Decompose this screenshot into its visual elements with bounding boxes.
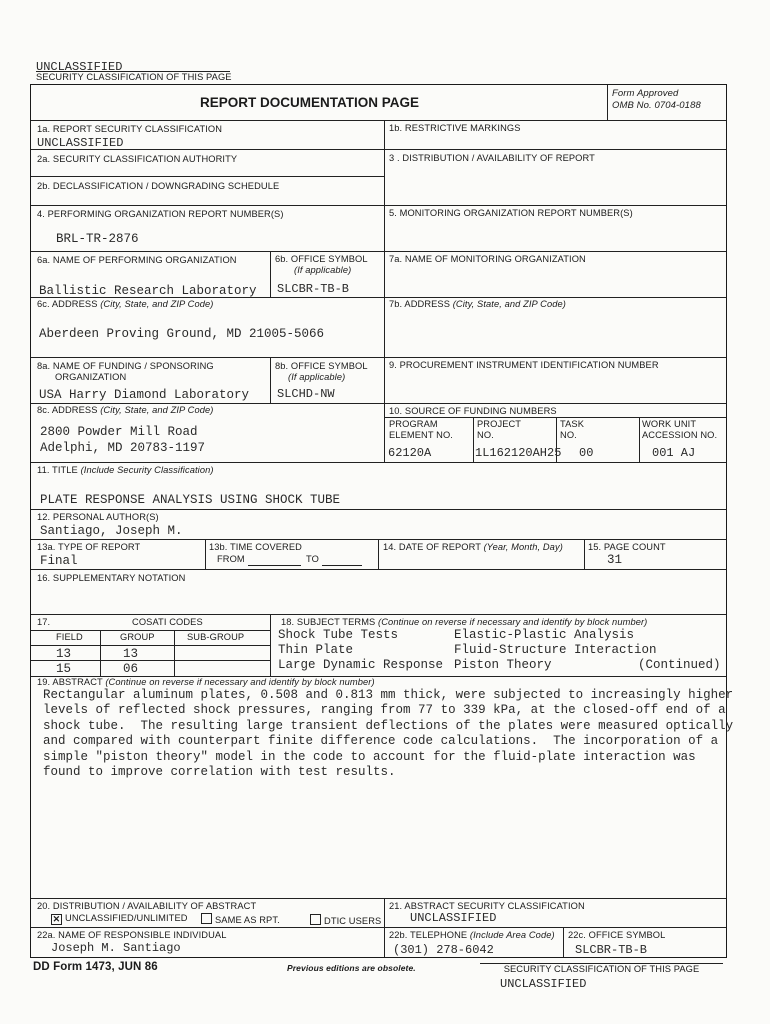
f6c-label: 6c. ADDRESS (City, State, and ZIP Code) xyxy=(37,299,214,309)
f8c-value-1: 2800 Powder Mill Road xyxy=(40,425,198,439)
f22a-label: 22a. NAME OF RESPONSIBLE INDIVIDUAL xyxy=(37,930,227,940)
f8b-value: SLCHD-NW xyxy=(277,387,335,401)
bottom-security-caption: SECURITY CLASSIFICATION OF THIS PAGE xyxy=(480,963,723,974)
subject-term-continued: (Continued) xyxy=(638,658,721,672)
f2b-label: 2b. DECLASSIFICATION / DOWNGRADING SCHEDULE xyxy=(37,181,280,191)
f6a-label: 6a. NAME OF PERFORMING ORGANIZATION xyxy=(37,255,237,265)
f20-option-unclassified[interactable]: ✕ UNCLASSIFIED/UNLIMITED xyxy=(52,913,188,924)
abstract-line: levels of reflected shock pressures, ranging from 77 to 339 kPa, at the closed-off end of a xyxy=(43,703,726,717)
abstract-line: and compared with counterpart finite difference code calculations. The incorporation of a xyxy=(43,734,719,748)
f10-project-label-2: NO. xyxy=(477,430,494,440)
cosati-field: 13 xyxy=(56,647,72,661)
f8c-value-2: Adelphi, MD 20783-1197 xyxy=(40,441,206,455)
f22a-value: Joseph M. Santiago xyxy=(51,941,181,955)
f20-option-dtic-users[interactable]: DTIC USERS xyxy=(310,914,381,926)
cosati-group: 13 xyxy=(123,647,139,661)
omb-number: OMB No. 0704-0188 xyxy=(612,100,701,111)
f7b-label: 7b. ADDRESS (City, State, and ZIP Code) xyxy=(389,299,567,309)
f17-group-header: GROUP xyxy=(120,632,155,642)
f20-label: 20. DISTRIBUTION / AVAILABILITY OF ABSTRACT xyxy=(37,901,257,911)
f12-label: 12. PERSONAL AUTHOR(S) xyxy=(37,512,159,522)
page-title: REPORT DOCUMENTATION PAGE xyxy=(200,95,419,110)
f19-label: 19. ABSTRACT (Continue on reverse if necessary and identify by block number) xyxy=(37,677,375,687)
f10-task-label-2: NO. xyxy=(560,430,577,440)
f22b-value: (301) 278-6042 xyxy=(393,943,494,957)
abstract-line: Rectangular aluminum plates, 0.508 and 0.813 mm thick, were subjected to increasingly higher xyxy=(43,688,734,702)
f12-value: Santiago, Joseph M. xyxy=(40,524,183,538)
f2a-label: 2a. SECURITY CLASSIFICATION AUTHORITY xyxy=(37,154,238,164)
f22c-label: 22c. OFFICE SYMBOL xyxy=(568,930,666,940)
f10-program-label: PROGRAM xyxy=(389,419,438,429)
obsolete-note: Previous editions are obsolete. xyxy=(287,963,416,973)
f10-project-label: PROJECT xyxy=(477,419,522,429)
f21-label: 21. ABSTRACT SECURITY CLASSIFICATION xyxy=(389,901,585,911)
subject-term: Shock Tube Tests xyxy=(278,628,399,642)
abstract-line: found to improve correlation with test results. xyxy=(43,765,396,779)
f1a-label: 1a. REPORT SECURITY CLASSIFICATION xyxy=(37,124,223,134)
f3-label: 3 . DISTRIBUTION / AVAILABILITY OF REPORT xyxy=(389,153,595,163)
bottom-classification: UNCLASSIFIED xyxy=(500,977,587,991)
top-classification: UNCLASSIFIED xyxy=(36,60,123,74)
form-approved: Form Approved xyxy=(612,88,679,99)
f22c-value: SLCBR-TB-B xyxy=(575,943,648,957)
f10-task-value: 00 xyxy=(579,446,594,460)
f10-program-value: 62120A xyxy=(388,446,432,460)
f6a-value: Ballistic Research Laboratory xyxy=(39,284,257,298)
checkbox-icon xyxy=(310,914,321,925)
f1b-label: 1b. RESTRICTIVE MARKINGS xyxy=(389,123,521,133)
f20-option-same-as-rpt[interactable]: SAME AS RPT. xyxy=(201,913,280,925)
f6b-value: SLCBR-TB-B xyxy=(277,282,350,296)
f17-subgroup-header: SUB-GROUP xyxy=(187,632,245,642)
f21-value: UNCLASSIFIED xyxy=(410,911,497,925)
f8b-label: 8b. OFFICE SYMBOL xyxy=(275,361,368,371)
subject-term: Thin Plate xyxy=(278,643,354,657)
f8a-value: USA Harry Diamond Laboratory xyxy=(39,388,250,402)
subject-term: Piston Theory xyxy=(454,658,552,672)
f11-label: 11. TITLE (Include Security Classification) xyxy=(37,465,214,475)
f10-work-label-2: ACCESSION NO. xyxy=(642,430,718,440)
f18-label: 18. SUBJECT TERMS (Continue on reverse if necessary and identify by block number) xyxy=(281,617,648,627)
f17-label: 17. xyxy=(37,617,51,627)
subject-term: Fluid-Structure Interaction xyxy=(454,643,657,657)
f17-title: COSATI CODES xyxy=(132,617,203,627)
f4-label: 4. PERFORMING ORGANIZATION REPORT NUMBER(S) xyxy=(37,209,284,219)
f10-label: 10. SOURCE OF FUNDING NUMBERS xyxy=(389,406,557,416)
abstract-line: shock tube. The resulting large transient deflections of the plates were measured optically xyxy=(43,719,734,733)
form-name: DD Form 1473, JUN 86 xyxy=(33,961,158,973)
f10-work-label: WORK UNIT xyxy=(642,419,697,429)
f5-label: 5. MONITORING ORGANIZATION REPORT NUMBER(S) xyxy=(389,208,633,218)
f9-label: 9. PROCUREMENT INSTRUMENT IDENTIFICATION NUMBER xyxy=(389,360,659,370)
f13a-value: Final xyxy=(40,554,78,568)
f6b-label: 6b. OFFICE SYMBOL xyxy=(275,254,368,264)
f4-value: BRL-TR-2876 xyxy=(56,232,139,246)
f17-field-header: FIELD xyxy=(56,632,83,642)
f10-work-value: 001 AJ xyxy=(652,446,696,460)
abstract-line: simple "piston theory" model in the code to account for the fluid-plate interaction was xyxy=(43,750,696,764)
f8c-label: 8c. ADDRESS (City, State, and ZIP Code) xyxy=(37,405,214,415)
f10-task-label: TASK xyxy=(560,419,584,429)
f8a-label: 8a. NAME OF FUNDING / SPONSORING xyxy=(37,361,214,371)
subject-term: Elastic-Plastic Analysis xyxy=(454,628,635,642)
f10-program-label-2: ELEMENT NO. xyxy=(389,430,453,440)
cosati-field: 15 xyxy=(56,662,72,676)
f1a-value: UNCLASSIFIED xyxy=(37,136,124,150)
f8b-sub: (If applicable) xyxy=(288,372,346,382)
f13a-label: 13a. TYPE OF REPORT xyxy=(37,542,141,552)
f6b-sub: (If applicable) xyxy=(294,265,352,275)
f13b-from: FROM xyxy=(217,554,245,564)
f22b-label: 22b. TELEPHONE (Include Area Code) xyxy=(389,930,555,940)
checkbox-checked-icon: ✕ xyxy=(52,914,61,924)
checkbox-icon xyxy=(201,913,212,924)
subject-term: Large Dynamic Response xyxy=(278,658,444,672)
cosati-group: 06 xyxy=(123,662,139,676)
f15-value: 31 xyxy=(607,553,623,567)
f15-label: 15. PAGE COUNT xyxy=(588,542,666,552)
f16-label: 16. SUPPLEMENTARY NOTATION xyxy=(37,573,186,583)
f11-value: PLATE RESPONSE ANALYSIS USING SHOCK TUBE xyxy=(40,493,341,507)
f13b-label: 13b. TIME COVERED xyxy=(209,542,302,552)
top-security-caption: SECURITY CLASSIFICATION OF THIS PAGE xyxy=(36,72,232,82)
f14-label: 14. DATE OF REPORT (Year, Month, Day) xyxy=(383,542,563,552)
f7a-label: 7a. NAME OF MONITORING ORGANIZATION xyxy=(389,254,586,264)
f13b-to: TO xyxy=(306,554,319,564)
f6c-value: Aberdeen Proving Ground, MD 21005-5066 xyxy=(39,327,325,341)
f10-project-value: 1L162120AH25 xyxy=(475,446,562,460)
f8a-label-2: ORGANIZATION xyxy=(55,372,127,382)
